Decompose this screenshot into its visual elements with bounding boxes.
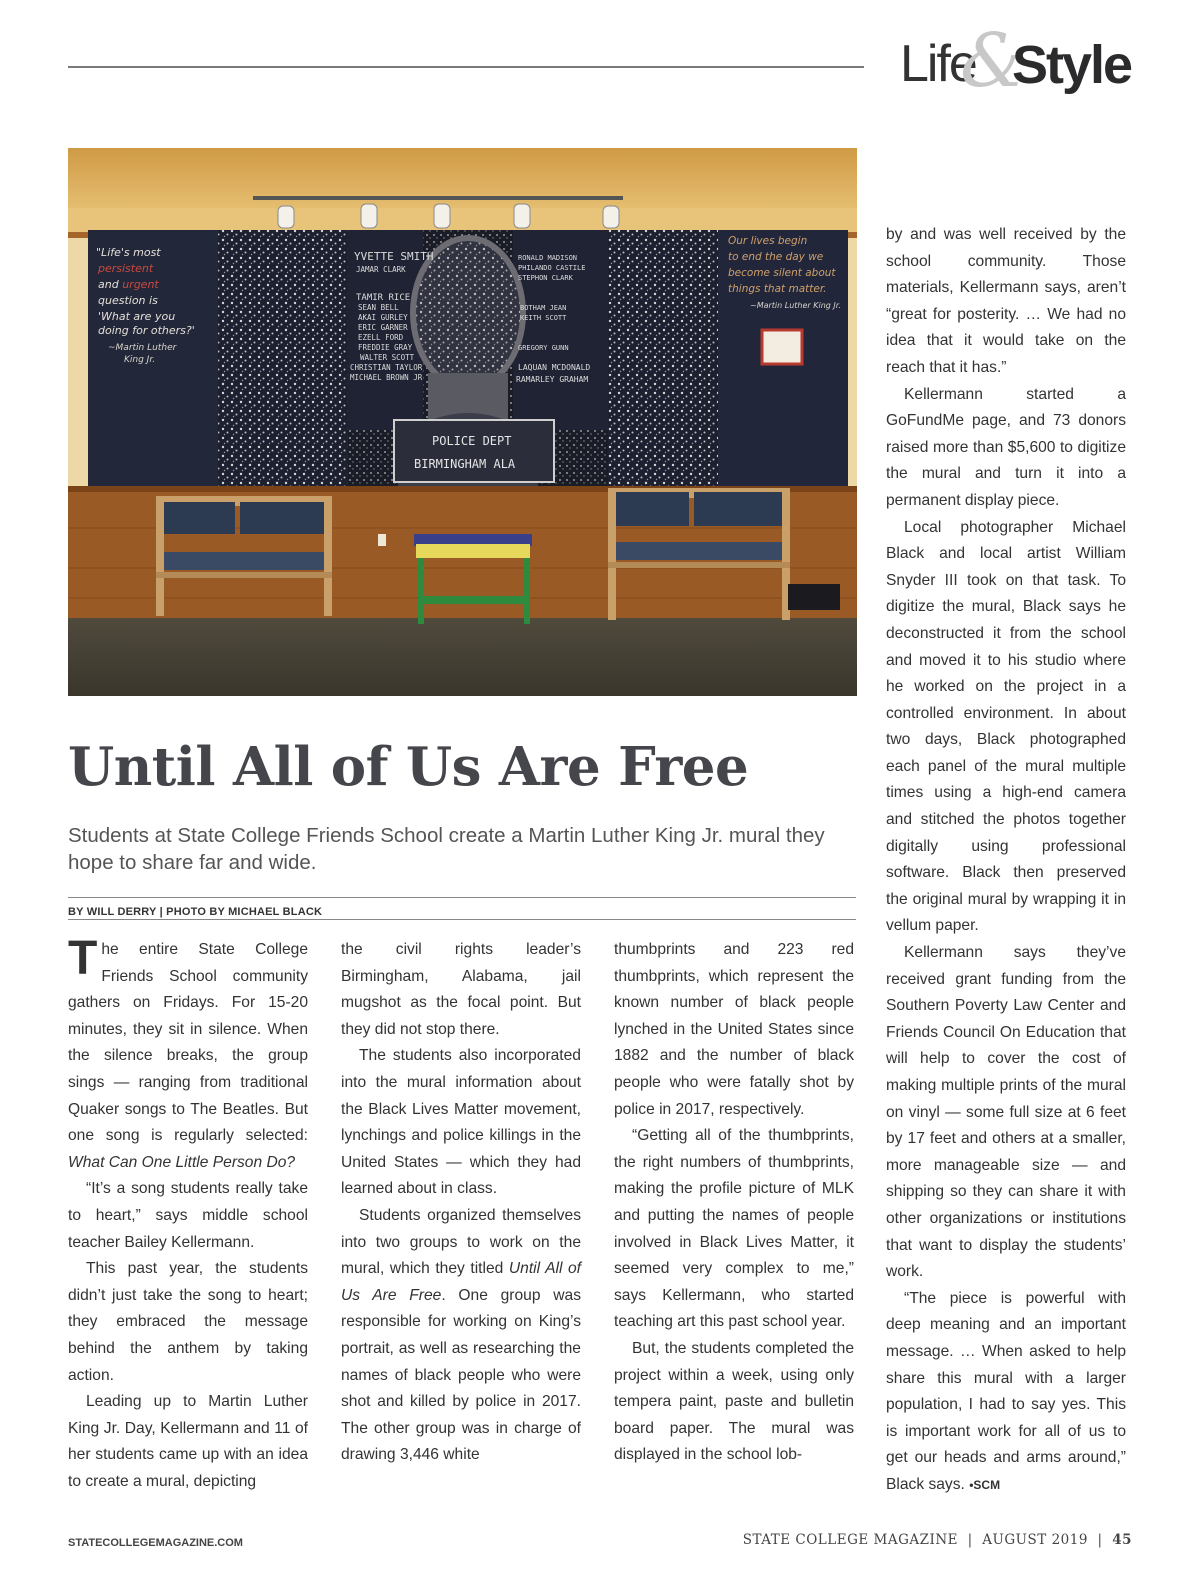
- svg-text:AKAI GURLEY: AKAI GURLEY: [358, 313, 408, 322]
- svg-text:JAMAR CLARK: JAMAR CLARK: [356, 265, 406, 274]
- article-column-2: [341, 937, 581, 1469]
- mural-quote-right: Our lives begin: [728, 235, 808, 247]
- section-word-style: Style: [1012, 35, 1132, 95]
- paragraph: Kellermann says they’ve received grant funding from the Southern Poverty Law Center and Friends Council On Education that will help to cover the cost of making multiple prints of the mural on vinyl — some full size at 6 feet by 17 feet and others at a smaller, more manageable size — and shipping so they can share it with other organizations or institutions that want to display the students’ work.: [886, 944, 1126, 1281]
- svg-text:things that matter.: things that matter.: [728, 283, 827, 295]
- drop-cap: T: [68, 932, 98, 985]
- svg-text:TAMIR RICE: TAMIR RICE: [356, 293, 411, 303]
- article-column-4: [886, 222, 1126, 1499]
- paragraph: “Getting all of the thumbprints, the right numbers of thumbprints, making the profile picture of MLK and putting the names of people involved in Black Lives Matter, it seemed very complex to me,” says Kellermann, who started teaching art this past school year.: [614, 1127, 854, 1331]
- mural-photo: [68, 148, 857, 696]
- paragraph: Students organized themselves into two groups to work on the mural, which they titled Until All of Us Are Free. One group was responsible for working on King’s portrait, as well as researching the names of black people who were shot and killed by police in 2017. The other group was in charge of drawing 3,446 white: [341, 1206, 582, 1464]
- headline: Until All of Us Are Free: [68, 736, 749, 798]
- paragraph: The students also incorporated into the mural information about the Black Lives Matter movement, lynchings and police killings in the United States — which they had learned about in class.: [341, 1047, 581, 1198]
- byline-rule-bottom: [68, 919, 856, 920]
- svg-text:'What are you: 'What are you: [98, 310, 176, 323]
- byline: BY WILL DERRY | PHOTO BY MICHAEL BLACK: [68, 906, 323, 918]
- section-ampersand: &: [960, 18, 1026, 104]
- footer-separator: |: [1097, 1532, 1103, 1548]
- footer-separator: |: [967, 1532, 973, 1548]
- footer-magazine-name: STATE COLLEGE MAGAZINE: [742, 1532, 958, 1548]
- footer-issue: AUGUST 2019: [982, 1532, 1088, 1548]
- mural-title: Until All of Us Are Free: [341, 1260, 582, 1304]
- mural-quote-left: "Life's most: [96, 246, 161, 259]
- paragraph: thumbprints and 223 red thumbprints, which represent the known number of black people lynched in the United States since 1882 and the number of black people who were fatally shot by police in 2017, respectively.: [614, 941, 854, 1118]
- svg-text:and urgent: and urgent: [98, 278, 159, 291]
- svg-text:GREGORY GUNN: GREGORY GUNN: [518, 344, 569, 352]
- svg-text:ERIC GARNER: ERIC GARNER: [358, 323, 408, 332]
- paragraph: “The piece is powerful with deep meaning and an important message. … When asked to help share this mural with a larger population, I had to say yes. This is important work for all of us to get our heads and arms around,” Black says. •SCM: [886, 1289, 1126, 1493]
- dek: Students at State College Friends School create a Martin Luther King Jr. mural they hope to share far and wide.: [68, 824, 825, 874]
- svg-text:LAQUAN MCDONALD: LAQUAN MCDONALD: [518, 363, 591, 372]
- article-column-3: [614, 937, 854, 1469]
- end-mark: •SCM: [969, 1477, 1001, 1492]
- svg-text:RAMARLEY GRAHAM: RAMARLEY GRAHAM: [516, 375, 589, 384]
- svg-text:question is: question is: [98, 294, 158, 307]
- footer-website: STATECOLLEGEMAGAZINE.COM: [68, 1537, 243, 1549]
- section-logo: [900, 18, 1140, 104]
- svg-text:BOTHAM JEAN: BOTHAM JEAN: [520, 304, 567, 312]
- header-rule: [68, 66, 864, 68]
- mural-names-left: YVETTE SMITH: [354, 250, 434, 263]
- paragraph: Leading up to Martin Luther King Jr. Day, Kellermann and 11 of her students came up with an idea to create a mural, depicting: [68, 1393, 308, 1490]
- paragraph: But, the students completed the project within a week, using only tempera paint, paste and bulletin board paper. The mural was displayed in the school lob-: [614, 1339, 854, 1464]
- mural-placard-line2: BIRMINGHAM ALA: [414, 457, 516, 471]
- article-column-1: [68, 932, 308, 1495]
- svg-text:~Martin Luther: ~Martin Luther: [108, 343, 177, 353]
- svg-text:become silent about: become silent about: [728, 267, 836, 279]
- svg-text:WALTER SCOTT: WALTER SCOTT: [360, 353, 415, 362]
- svg-text:doing for others?': doing for others?': [98, 324, 195, 337]
- paragraph: Kellermann started a GoFundMe page, and 73 donors raised more than $5,600 to digitize the mural and turn it into a permanent display piece.: [886, 385, 1126, 509]
- paragraph: by and was well received by the school community. Those materials, Kellermann says, aren’t “great for posterity. … We had no idea that it would take on the reach that it has.”: [886, 226, 1126, 376]
- svg-text:PHILANDO CASTILE: PHILANDO CASTILE: [518, 264, 586, 272]
- song-title: What Can One Little Person Do?: [68, 1153, 296, 1171]
- svg-text:KEITH SCOTT: KEITH SCOTT: [520, 314, 567, 322]
- svg-text:STEPHON CLARK: STEPHON CLARK: [518, 274, 573, 282]
- svg-text:EZELL FORD: EZELL FORD: [358, 333, 404, 342]
- paragraph: This past year, the students didn’t just take the song to heart; they embraced the message behind the anthem by taking action.: [68, 1260, 308, 1384]
- paragraph: the civil rights leader’s Birmingham, Alabama, jail mugshot as the focal point. But they did not stop there.: [341, 941, 581, 1038]
- svg-text:CHRISTIAN TAYLOR: CHRISTIAN TAYLOR: [350, 363, 423, 372]
- paragraph: “It’s a song students really take to heart,” says middle school teacher Bailey Kellermann.: [68, 1180, 308, 1251]
- paragraph: Local photographer Michael Black and local artist William Snyder III took on that task. To digitize the mural, Black says he deconstructed it from the school and moved it to his studio where he worked on the project in a controlled environment. In about two days, Black photographed each panel of the mural multiple times using a high-end camera and stitched the photos together digitally using professional software. Black then preserved the original mural by wrapping it in vellum paper.: [886, 518, 1126, 935]
- svg-text:FREDDIE GRAY: FREDDIE GRAY: [358, 343, 413, 352]
- svg-text:to end the day we: to end the day we: [728, 251, 824, 263]
- paragraph: The entire State College Friends School community gathers on Fridays. For 15-20 minutes, they sit in silence. When the silence breaks, the group sings — ranging from traditional Quaker songs to The Beatles. But one song is regularly selected: What Can One Little Person Do?: [68, 932, 308, 1171]
- svg-text:MICHAEL BROWN JR: MICHAEL BROWN JR: [350, 373, 423, 382]
- footer-folio: [743, 1532, 1132, 1548]
- section-word-life: Life: [900, 35, 976, 93]
- mural-names-right: RONALD MADISON: [518, 254, 578, 262]
- svg-text:~Martin Luther King Jr.: ~Martin Luther King Jr.: [750, 301, 841, 310]
- svg-text:persistent: persistent: [98, 262, 154, 275]
- svg-text:King Jr.: King Jr.: [124, 355, 156, 365]
- page-number: 45: [1112, 1532, 1132, 1548]
- mural-placard-line1: POLICE DEPT: [432, 434, 512, 448]
- byline-rule-top: [68, 897, 856, 898]
- svg-text:SEAN BELL: SEAN BELL: [358, 303, 399, 312]
